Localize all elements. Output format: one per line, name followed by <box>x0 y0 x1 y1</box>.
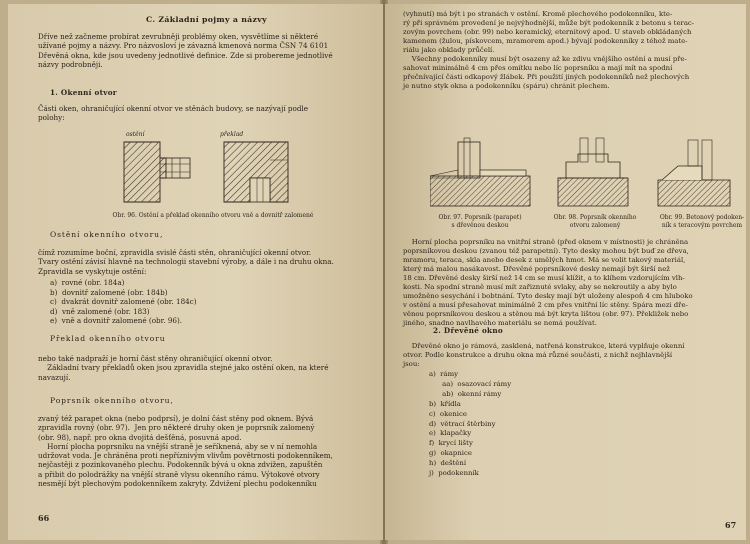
list-item: j) podokenník <box>429 469 479 478</box>
figure-97-caption: Obr. 97. Poprsník (parapet) s dřevěnou deskou <box>438 214 522 229</box>
list-item: d) vně zalomené (obr. 183) <box>50 306 150 316</box>
paragraph-preklad: nebo také nadpraží je horní část stěny ohraničující okenní otvor. Základní tvary překladů oken jsou zpravidla stejné jako ostění oken, na které navazují. <box>38 354 329 382</box>
list-item: a) rovné (obr. 184a) <box>50 278 125 287</box>
list-item: g) okapnice <box>429 449 472 458</box>
page-number-right: 67 <box>725 520 737 530</box>
intro-paragraph: Dříve než začneme probírat zevrubněji problémy oken, vysvětlíme si některé užívané pojmy a názvy. Pro názvosloví je závazná kmenová norma ČSN 74 6101 Dřevěná okna, kde jsou uvedeny jednotlivé definice. Zde si probereme jednotlivé názvy podrobněji. <box>38 32 333 69</box>
figure-label-preklad: překlad <box>220 131 244 138</box>
list-item: e) klapačky <box>429 429 472 438</box>
osteni-list <box>50 278 197 326</box>
paragraph-osteni: čímž rozumíme boční, zpravidla svislé části stěn, ohraničující okenní otvor. Tvary ostění závisí hlavně na technologii stavební výroby, a dále i na druhu okna. Zpravidla se vyskytuje ostění: <box>38 248 334 276</box>
figure-96-drawing <box>120 138 320 208</box>
list-item: c) dvakrát dovnitř zalomené (obr. 184c) <box>50 297 197 307</box>
okno-parts-list <box>429 370 511 479</box>
list-item: f) krycí lišty <box>429 439 473 448</box>
figures-97-99-drawing <box>430 134 740 212</box>
list-item: e) vně a dovnitř zalomené (obr. 96). <box>50 316 183 326</box>
page-number-left: 66 <box>38 513 50 523</box>
paragraph-podokennik: (vyhnutí) má být i po stranách v ostění. Kromě plechového podokenníku, kte- rý při správném provedení je nejvýhodnější, může být podokenník z betonu s terac- zovým povrchem (obr. 99) nebo keramický, eternitový apod. U staveb obkládaných kamenem (žulou, pískovcem, mramorem apod.) bývají podokenníky z téhož mate- riálu jako obklady průčelí. Všechny podokenníky musí být osazeny až ke zdivu vnějšího ostění a musí pře- sahovat minimálně 4 cm přes omítku nebo líc poprsníku a mají mít na spodní přečnívající části odkapový žlábek. Při použití jiných podokenníků než plechových je nutno styk okna a podokenníku (spáru) chránit plechem. <box>403 10 695 90</box>
paragraph-drevene-okno: Dřevěné okno je rámová, zasklená, natřená konstrukce, která vyplňuje okenní otvor. Podle konstrukce a druhu okna má různé součásti, z nichž nejhlavnější jsou: <box>403 342 685 368</box>
list-item: h) deštění <box>429 459 467 468</box>
right-page <box>385 4 746 540</box>
heading-preklad: Překlad okenního otvoru <box>50 334 166 343</box>
heading-poprsnik: Poprsník okenního otvoru, <box>50 396 174 405</box>
figure-96-caption: Obr. 96. Ostění a překlad okenního otvoru vně a dovnitř zalomené <box>112 212 314 219</box>
list-item: d) větrací štěrbiny <box>429 419 496 428</box>
heading-osteni: Ostění okenního otvoru, <box>50 230 164 239</box>
list-item: b) dovnitř zalomené (obr. 184b) <box>50 287 168 297</box>
figure-99-caption: Obr. 99. Betonový podoken- ník s teracovým povrchem <box>659 214 745 229</box>
list-item: a) rámy <box>429 370 459 378</box>
list-item: b) křídla <box>429 399 461 408</box>
list-item: ab) okenní rámy <box>429 389 502 398</box>
figure-98-caption: Obr. 98. Poprsník okenního otvoru zalomený <box>553 214 637 229</box>
heading-okenni-otvor: 1. Okenní otvor <box>50 88 117 97</box>
section-title: C. Základní pojmy a názvy <box>146 15 267 24</box>
paragraph-poprsnik: zvaný též parapet okna (nebo podprsí), je dolní část stěny pod oknem. Bývá zpravidla rovný (obr. 97). Jen pro některé druhy oken je poprsník zalomený (obr. 98), např. pro okna dvojitá dešťěná, posuvná apod. Horní plocha poprsníku na vnější straně je seříknená, aby se v ní nemohla udržovat voda. Je chráněna proti nepříznivým vlivům povětrnosti podokenníkem, nejčastěji z pozinkovaného plechu. Podokenník bývá u okna zdvižen, zapuštěn a přibit do polodrážky na vnější straně vlysu okenního rámu. Výtokové otvory nesmějí být plechovým podokenníkem zakryty. Zdvižení plechu podokenníku <box>38 414 333 489</box>
heading-drevene-okno: 2. Dřevěné okno <box>433 326 503 335</box>
list-item: c) okenice <box>429 409 467 418</box>
paragraph-casti-oken: Části oken, ohraničující okenní otvor ve stěnách budovy, se nazývají podle polohy: <box>38 104 308 123</box>
left-page <box>8 4 383 540</box>
paragraph-poprsnikova-deska: Horní plocha poprsníku na vnitřní straně (před oknem v místnosti) je chráněna poprsníkovou deskou (zvanou též parapetní). Tyto desky mohou být buď ze dřeva, mramoru, teracа, skla anebo desek z umělých hmot. Má se volit takový materiál, který má malou nasákavost. Dřevěné poprsníkové desky nemají být širší než 18 cm. Dřevěné desky širší než 14 cm se musí klížit, a to klíhem vzdorujícím vlh- kosti. Na spodní straně musí mít zařiznuté svlaky, aby se nekroutily a aby bylo umožněno sesychání i bobtnání. Tyto desky mají být uloženy alespoň 4 cm hluboko v ostění a musí přesahovat minimálně 2 cm přes vnitřní líc stěny. Spára mezi dře- věnou poprsníkovou deskou a stěnou má být kryta lištou (obr. 97). Překližek nebo jiného, snadno navlhavého materiálu se nemá používat. <box>403 238 693 327</box>
figure-label-osteni: ostění <box>126 131 145 138</box>
list-item: aa) osazovací rámy <box>429 379 512 388</box>
